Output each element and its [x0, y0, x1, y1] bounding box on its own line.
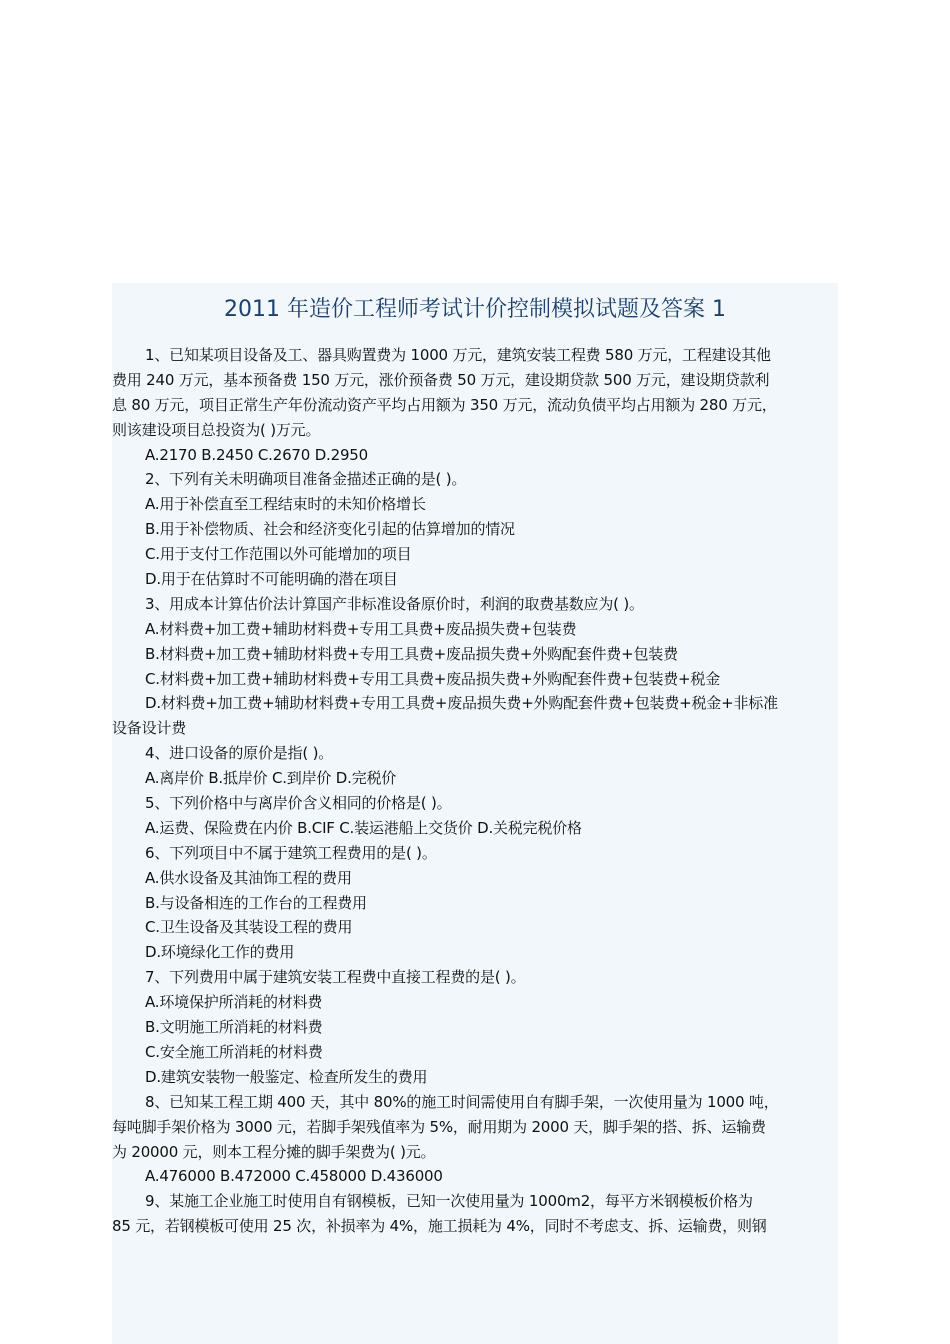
- question-5-stem: 5、下列价格中与离岸价含义相同的价格是( )。: [145, 794, 452, 813]
- question-4-stem: 4、进口设备的原价是指( )。: [145, 744, 334, 763]
- question-2-option-c: C.用于支付工作范围以外可能增加的项目: [145, 545, 412, 564]
- question-9-line-1: 9、某施工企业施工时使用自有钢模板，已知一次使用量为 1000m2，每平方米钢模板价格为: [145, 1192, 753, 1211]
- question-6-stem: 6、下列项目中不属于建筑工程费用的是( )。: [145, 843, 437, 862]
- question-3-stem: 3、用成本计算估价法计算国产非标准设备原价时，利润的取费基数应为( )。: [145, 594, 644, 613]
- question-6-option-b: B.与设备相连的工作台的工程费用: [145, 893, 367, 912]
- question-8-line-2: 每吨脚手架价格为 3000 元，若脚手架残值率为 5%，耐用期为 2000 天，脚手架的搭、拆、运输费: [112, 1117, 766, 1136]
- question-2-option-b: B.用于补偿物质、社会和经济变化引起的估算增加的情况: [145, 520, 515, 539]
- question-3-option-a: A.材料费+加工费+辅助材料费+专用工具费+废品损失费+包装费: [145, 619, 577, 638]
- question-8-options: A.476000 B.472000 C.458000 D.436000: [145, 1167, 443, 1186]
- question-7-option-b: B.文明施工所消耗的材料费: [145, 1018, 323, 1037]
- question-6-option-d: D.环境绿化工作的费用: [145, 943, 295, 962]
- document-title: 2011 年造价工程师考试计价控制模拟试题及答案 1: [224, 297, 726, 322]
- question-1-line-1: 1、已知某项目设备及工、器具购置费为 1000 万元，建筑安装工程费 580 万元，工程建设其他: [145, 346, 771, 364]
- question-3-option-c: C.材料费+加工费+辅助材料费+专用工具费+废品损失费+外购配套件费+包装费+税金: [145, 669, 721, 688]
- question-7-option-c: C.安全施工所消耗的材料费: [145, 1042, 323, 1061]
- question-9-line-2: 85 元，若钢模板可使用 25 次，补损率为 4%，施工损耗为 4%，同时不考虑支、拆、运输费，则钢: [112, 1217, 767, 1236]
- question-8-line-1: 8、已知某工程工期 400 天，其中 80%的施工时间需使用自有脚手架，一次使用量为 1000 吨，: [145, 1092, 779, 1111]
- question-3-option-b: B.材料费+加工费+辅助材料费+专用工具费+废品损失费+外购配套件费+包装费: [145, 644, 678, 663]
- document-page: [112, 283, 838, 1344]
- question-3-option-d-cont: 设备设计费: [112, 719, 187, 738]
- question-1-line-4: 则该建设项目总投资为( )万元。: [112, 420, 321, 439]
- question-7-stem: 7、下列费用中属于建筑安装工程费中直接工程费的是( )。: [145, 968, 526, 987]
- question-1-line-3: 息 80 万元，项目正常生产年份流动资产平均占用额为 350 万元，流动负债平均占用额为 280 万元，: [112, 395, 777, 414]
- question-2-option-a: A.用于补偿直至工程结束时的未知价格增长: [145, 495, 426, 514]
- question-6-option-a: A.供水设备及其油饰工程的费用: [145, 868, 352, 887]
- question-1-line-2: 费用 240 万元，基本预备费 150 万元，涨价预备费 50 万元，建设期贷款 500 万元，建设期贷款利: [112, 370, 770, 389]
- question-2-stem: 2、下列有关未明确项目准备金描述正确的是( )。: [145, 470, 467, 489]
- question-5-options: A.运费、保险费在内价 B.CIF C.装运港船上交货价 D.关税完税价格: [145, 818, 582, 837]
- question-4-options: A.离岸价 B.抵岸价 C.到岸价 D.完税价: [145, 769, 397, 788]
- question-7-option-d: D.建筑安装物一般鉴定、检查所发生的费用: [145, 1067, 428, 1086]
- question-2-option-d: D.用于在估算时不可能明确的潜在项目: [145, 570, 398, 589]
- document-body: [112, 343, 838, 1239]
- question-7-option-a: A.环境保护所消耗的材料费: [145, 993, 323, 1012]
- question-8-line-3: 为 20000 元，则本工程分摊的脚手架费为( )元。: [112, 1142, 436, 1161]
- question-6-option-c: C.卫生设备及其装设工程的费用: [145, 918, 353, 937]
- question-1-options: A.2170 B.2450 C.2670 D.2950: [145, 445, 368, 464]
- question-3-option-d: D.材料费+加工费+辅助材料费+专用工具费+废品损失费+外购配套件费+包装费+税金+非标准: [145, 694, 778, 713]
